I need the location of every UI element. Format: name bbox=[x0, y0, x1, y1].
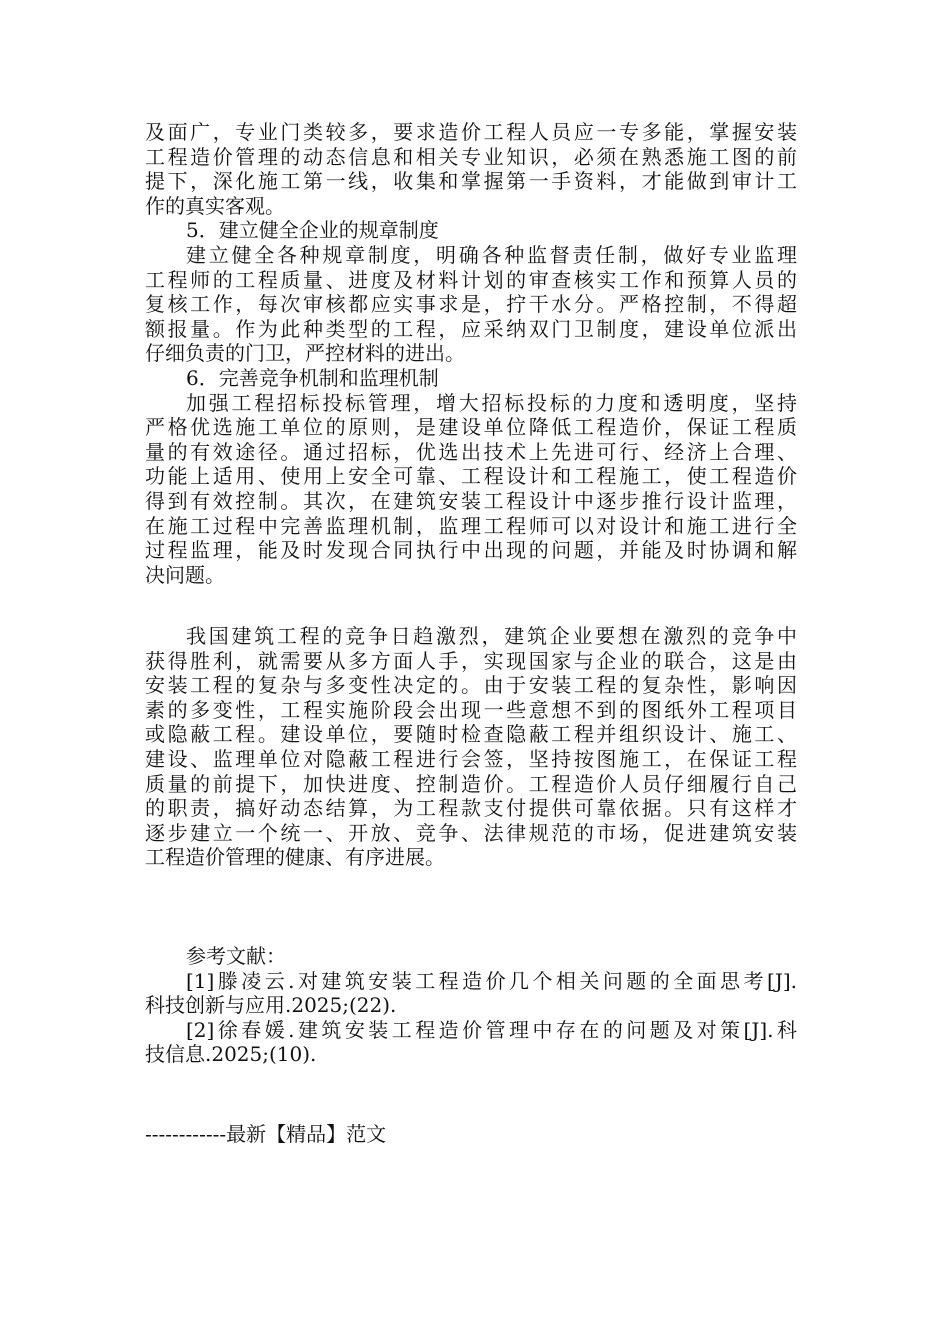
conclusion-paragraph bbox=[145, 624, 797, 870]
section-heading: 5．建立健全企业的规章制度 bbox=[186, 218, 439, 243]
footer bbox=[145, 1122, 797, 1147]
text-line: 严格优选施工单位的原则，是建设单位降低工程造价，保证工程质 bbox=[145, 415, 797, 440]
text-line: 加强工程招标投标管理，增大招标投标的力度和透明度，坚持 bbox=[186, 390, 797, 415]
text-line: 量的有效途径。通过招标，优选出技术上先进可行、经济上合理、 bbox=[145, 439, 797, 464]
text-line: 过程监理，能及时发现合同执行中出现的问题，并能及时协调和解 bbox=[145, 538, 797, 563]
text-line: 作的真实客观。 bbox=[145, 193, 285, 218]
text-line: 功能上适用、使用上安全可靠、工程设计和工程施工，使工程造价 bbox=[145, 464, 797, 489]
text-line: 额报量。作为此种类型的工程，应采纳双门卫制度，建设单位派出 bbox=[145, 316, 797, 341]
text-line: 逐步建立一个统一、开放、竞争、法律规范的市场，促进建筑安装 bbox=[145, 820, 797, 845]
text-line: 获得胜利，就需要从多方面人手，实现国家与企业的联合，这是由 bbox=[145, 648, 797, 673]
text-line: 建设、监理单位对隐蔽工程进行会签，坚持按图施工，在保证工程 bbox=[145, 746, 797, 771]
text-line: 或隐蔽工程。建设单位，要随时检查隐蔽工程并组织设计、施工、 bbox=[145, 722, 797, 747]
text-line: 工程造价管理的动态信息和相关专业知识，必须在熟悉施工图的前 bbox=[145, 144, 797, 169]
text-line: 的职责，搞好动态结算，为工程款支付提供可靠依据。只有这样才 bbox=[145, 796, 797, 821]
section-heading: 6．完善竞争机制和监理机制 bbox=[186, 366, 439, 390]
intro-paragraph bbox=[145, 120, 797, 218]
text-line: 我国建筑工程的竞争日趋激烈，建筑企业要想在激烈的竞争中 bbox=[186, 624, 797, 648]
reference-item-2-line-2: 技信息.2025;(10). bbox=[145, 1042, 317, 1067]
reference-item-1-line-1: [1]滕凌云.对建筑安装工程造价几个相关问题的全面思考[J]. bbox=[186, 968, 797, 993]
text-line: 在施工过程中完善监理机制，监理工程师可以对设计和施工进行全 bbox=[145, 513, 797, 538]
text-line: 素的多变性，工程实施阶段会出现一些意想不到的图纸外工程项目 bbox=[145, 697, 797, 722]
text-line: 复核工作，每次审核都应实事求是，拧干水分。严格控制，不得超 bbox=[145, 292, 797, 317]
reference-item-2-line-1: [2]徐春媛.建筑安装工程造价管理中存在的问题及对策[J].科 bbox=[186, 1017, 797, 1042]
text-line: 质量的前提下，加快进度、控制造价。工程造价人员仔细履行自己 bbox=[145, 771, 797, 796]
text-line: 仔细负责的门卫，严控材料的进出。 bbox=[145, 341, 465, 366]
footer-text: ------------最新【精品】范文 bbox=[145, 1122, 387, 1146]
section-5 bbox=[145, 218, 797, 366]
reference-item-1-line-2: 科技创新与应用.2025;(22). bbox=[145, 993, 397, 1018]
text-line: 决问题。 bbox=[145, 562, 225, 587]
text-line: 工程师的工程质量、进度及材料计划的审查核实工作和预算人员的 bbox=[145, 267, 797, 292]
text-line: 工程造价管理的健康、有序进展。 bbox=[145, 845, 445, 870]
text-line: 建立健全各种规章制度，明确各种监督责任制，做好专业监理 bbox=[186, 242, 797, 267]
references-heading: 参考文献： bbox=[186, 944, 286, 968]
text-line: 提下，深化施工第一线，收集和掌握第一手资料，才能做到审计工 bbox=[145, 169, 797, 194]
section-6 bbox=[145, 366, 797, 587]
references-section bbox=[145, 944, 797, 1067]
text-line: 得到有效控制。其次，在建筑安装工程设计中逐步推行设计监理， bbox=[145, 488, 797, 513]
text-line: 及面广，专业门类较多，要求造价工程人员应一专多能，掌握安装 bbox=[145, 120, 797, 144]
text-line: 安装工程的复杂与多变性决定的。由于安装工程的复杂性，影响因 bbox=[145, 673, 797, 698]
